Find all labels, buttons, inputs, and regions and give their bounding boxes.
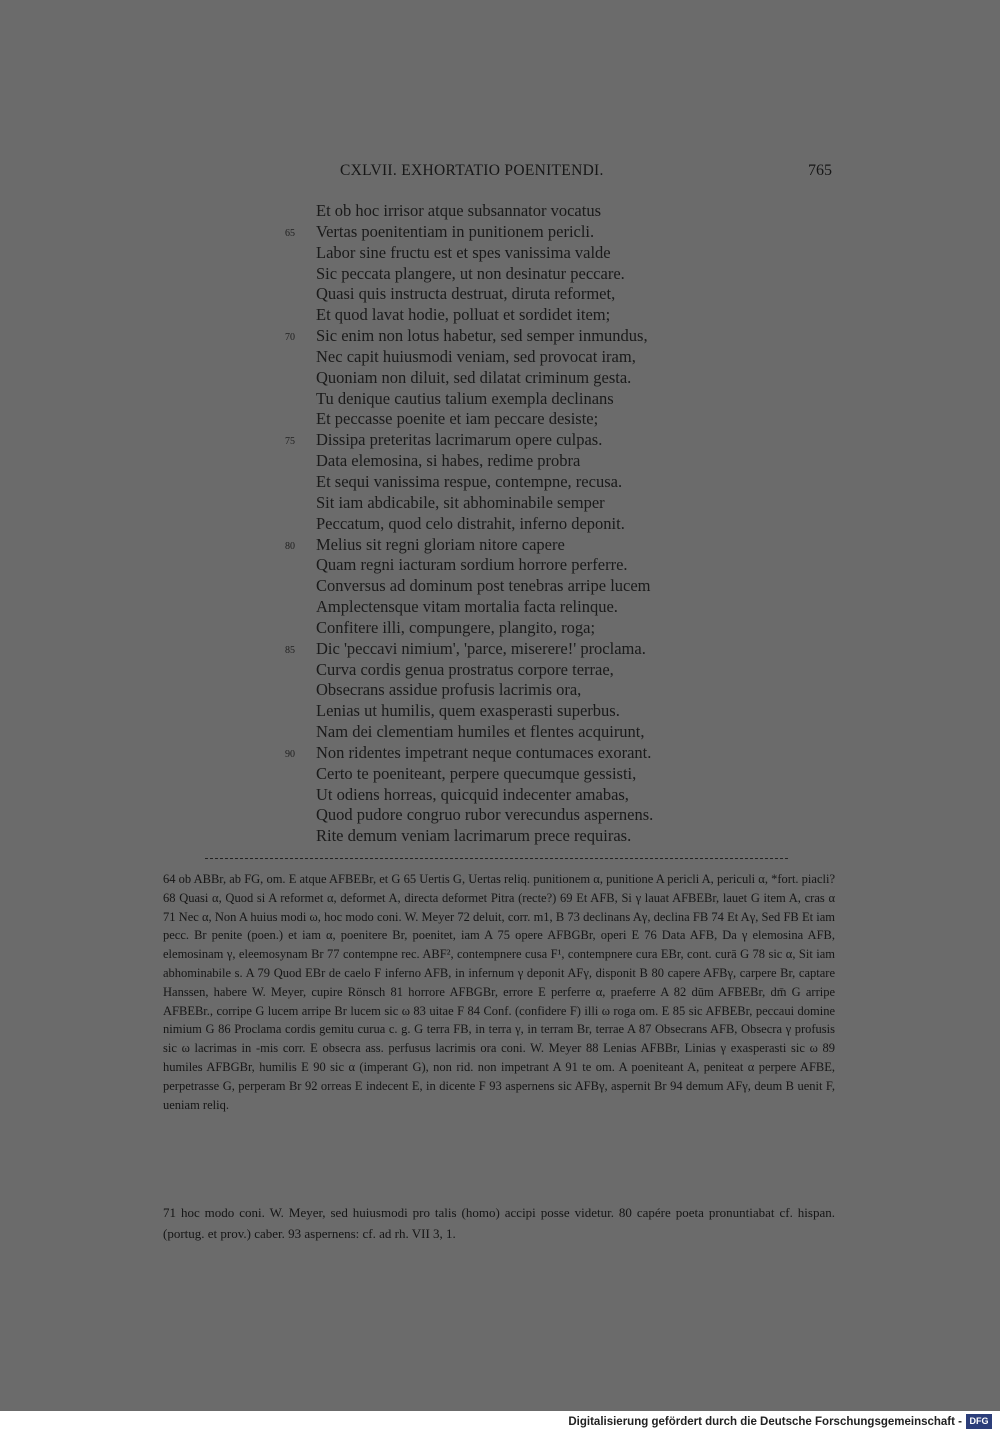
critical-apparatus: 64 ob ABBr, ab FG, om. E atque AFBEBr, et G 65 Uertis G, Uertas reliq. punitionem α, punitione A pericli A, periculi α, *fort. piacli? 68 Quasi α, Quod si A reformet α, deformet A, directa deformet Pitra (recte?) 69 Et AFB, Si γ lauat AFBEBr, lauet G item A, cras α 71 Nec α, Non A huius modi ω, hoc modo coni. W. Meyer 72 deluit, corr. m1, B 73 declinans Aγ, declina FB 74 Et Aγ, Sed FB Et iam pecc. Br penite (poen.) et iam α, poenitere Br, poenitet, iam A 75 opere AFBGBr, operi E 76 Data AFB, Da γ elemosina AFB, elemosinam γ, eleemosynam Br 77 contempne rec. ABF², contempnere cusa F¹, contempnere cura EBr, cont. curā G 78 sic α, Sit iam abhominabile s. A 79 Quod EBr de caelo F inferno AFB, in infernum γ deponit AFγ, disponit B 80 capere AFBγ, carpere Br, captare Hanssen, habere W. Meyer, cupire Rönsch 81 horrore AFBGBr, errore E perferre α, praeferre A 82 dūm AFBEBr, dm̄ G arripe AFBEBr., corripe G lucem arripe Br lucem sic ω 83 uitae F 84 Conf. (confidere F) illi ω roga om. E 85 sic AFBEBr, peccaui domine nimium G 86 Proclama cordis gemitu curua c. g. G terra FB, in terra γ, in terram Br, terrae A 87 Obsecrans AFB, Obsecra γ profusis sic ω lacrimas in -mis corr. E obsecra ass. perfusus lacrimis ora coni. W. Meyer 88 Lenias AFBBr, Linias γ exasperasti sic ω 89 humiles AFBGBr, humilis E 90 sic α (imperant G), non rid. non impetrant A 91 te om. A poeniteant A, peniteat α perpere AFBE, perpetrasse G, perperam Br 92 orreas E indecent E, in dicente F 93 aspernens sic AFBγ, aspernit Br 94 demum AFγ, deum B uenit F, ueniam reliq.	[163, 872, 835, 1112]
verse-line	[0, 722, 1000, 743]
verse-line	[0, 764, 1000, 785]
verse-text: Quoniam non diluit, sed dilatat criminum gesta.	[316, 367, 632, 387]
verse-number: 80	[285, 540, 295, 552]
verse-text: Quam regni iacturam sordium horrore perferre.	[316, 555, 628, 575]
verse-line	[0, 680, 1000, 701]
verse-text: Nam dei clementiam humiles et flentes acquirunt,	[316, 722, 645, 742]
verse-text: Dic 'peccavi nimium', 'parce, miserere!' proclama.	[316, 638, 646, 658]
page-header	[0, 162, 1000, 186]
verse-line	[0, 201, 1000, 222]
verse-text: Et sequi vanissima respue, contempne, recusa.	[316, 471, 623, 491]
verse-line	[0, 660, 1000, 681]
verse-text: Non ridentes impetrant neque contumaces exorant.	[316, 742, 652, 762]
verse-line	[0, 472, 1000, 493]
verse-line	[0, 639, 1000, 660]
verse-line	[0, 743, 1000, 764]
verse-line	[0, 347, 1000, 368]
verse-text: Certo te poeniteant, perpere quecumque gessisti,	[316, 763, 637, 783]
verse-text: Quasi quis instructa destruat, diruta reformet,	[316, 284, 616, 304]
verse-line	[0, 368, 1000, 389]
verse-text: Conversus ad dominum post tenebras arripe lucem	[316, 576, 651, 596]
verse-text: Tu denique cautius talium exempla declinans	[316, 388, 614, 408]
verse-text: Sic enim non lotus habetur, sed semper inmundus,	[316, 326, 648, 346]
verse-line	[0, 409, 1000, 430]
verse-line	[0, 493, 1000, 514]
verse-text: Quod pudore congruo rubor verecundus aspernens.	[316, 805, 654, 825]
verse-line	[0, 451, 1000, 472]
verse-line	[0, 701, 1000, 722]
verse-line	[0, 535, 1000, 556]
running-title: CXLVII. EXHORTATIO POENITENDI.	[340, 162, 604, 179]
verse-text: Confitere illi, compungere, plangito, roga;	[316, 617, 596, 637]
poem-text	[0, 201, 1000, 847]
verse-line	[0, 264, 1000, 285]
verse-line	[0, 555, 1000, 576]
verse-text: Data elemosina, si habes, redime probra	[316, 451, 581, 471]
verse-text: Et quod lavat hodie, polluat et sordidet item;	[316, 305, 611, 325]
verse-text: Amplectensque vitam mortalia facta relinque.	[316, 597, 618, 617]
verse-line	[0, 222, 1000, 243]
footnote-divider	[205, 858, 788, 859]
verse-line	[0, 826, 1000, 847]
verse-line	[0, 284, 1000, 305]
verse-line	[0, 514, 1000, 535]
funding-credit: Digitalisierung gefördert durch die Deutsche Forschungsgemeinschaft -	[568, 1416, 962, 1428]
verse-text: Curva cordis genua prostratus corpore terrae,	[316, 659, 614, 679]
verse-number: 70	[285, 332, 295, 344]
verse-text: Lenias ut humilis, quem exasperasti superbus.	[316, 701, 620, 721]
verse-line	[0, 430, 1000, 451]
verse-line	[0, 576, 1000, 597]
verse-line	[0, 805, 1000, 826]
verse-text: Nec capit huiusmodi veniam, sed provocat iram,	[316, 346, 636, 366]
page-number: 765	[808, 162, 832, 179]
verse-line	[0, 389, 1000, 410]
verse-text: Ut odiens horreas, quicquid indecenter amabas,	[316, 784, 629, 804]
verse-line	[0, 785, 1000, 806]
verse-text: Rite demum veniam lacrimarum prece requiras.	[316, 826, 632, 846]
verse-text: Et ob hoc irrisor atque subsannator vocatus	[316, 201, 602, 220]
editorial-notes: 71 hoc modo coni. W. Meyer, sed huiusmodi pro talis (homo) accipi posse videtur. 80 capére poeta pronuntiabat cf. hispan. (portug. et prov.) caber. 93 aspernens: cf. ad rh. VII 3, 1.	[163, 1205, 835, 1241]
verse-text: Sic peccata plangere, ut non desinatur peccare.	[316, 263, 625, 283]
verse-text: Et peccasse poenite et iam peccare desiste;	[316, 409, 599, 429]
verse-text: Vertas poenitentiam in punitionem pericli.	[316, 221, 595, 241]
verse-line	[0, 243, 1000, 264]
verse-text: Sit iam abdicabile, sit abhominabile semper	[316, 492, 605, 512]
dfg-logo-icon: DFG	[966, 1414, 992, 1429]
verse-text: Peccatum, quod celo distrahit, inferno deponit.	[316, 513, 625, 533]
verse-text: Labor sine fructu est et spes vanissima valde	[316, 242, 611, 262]
verse-line	[0, 326, 1000, 347]
verse-number: 85	[285, 644, 295, 656]
verse-number: 90	[285, 748, 295, 760]
verse-line	[0, 618, 1000, 639]
verse-text: Melius sit regni gloriam nitore capere	[316, 534, 565, 554]
verse-number: 75	[285, 436, 295, 448]
footer-bar	[0, 1411, 1000, 1434]
verse-text: Dissipa preteritas lacrimarum opere culpas.	[316, 430, 603, 450]
verse-line	[0, 597, 1000, 618]
verse-text: Obsecrans assidue profusis lacrimis ora,	[316, 680, 582, 700]
verse-line	[0, 305, 1000, 326]
verse-number: 65	[285, 227, 295, 239]
